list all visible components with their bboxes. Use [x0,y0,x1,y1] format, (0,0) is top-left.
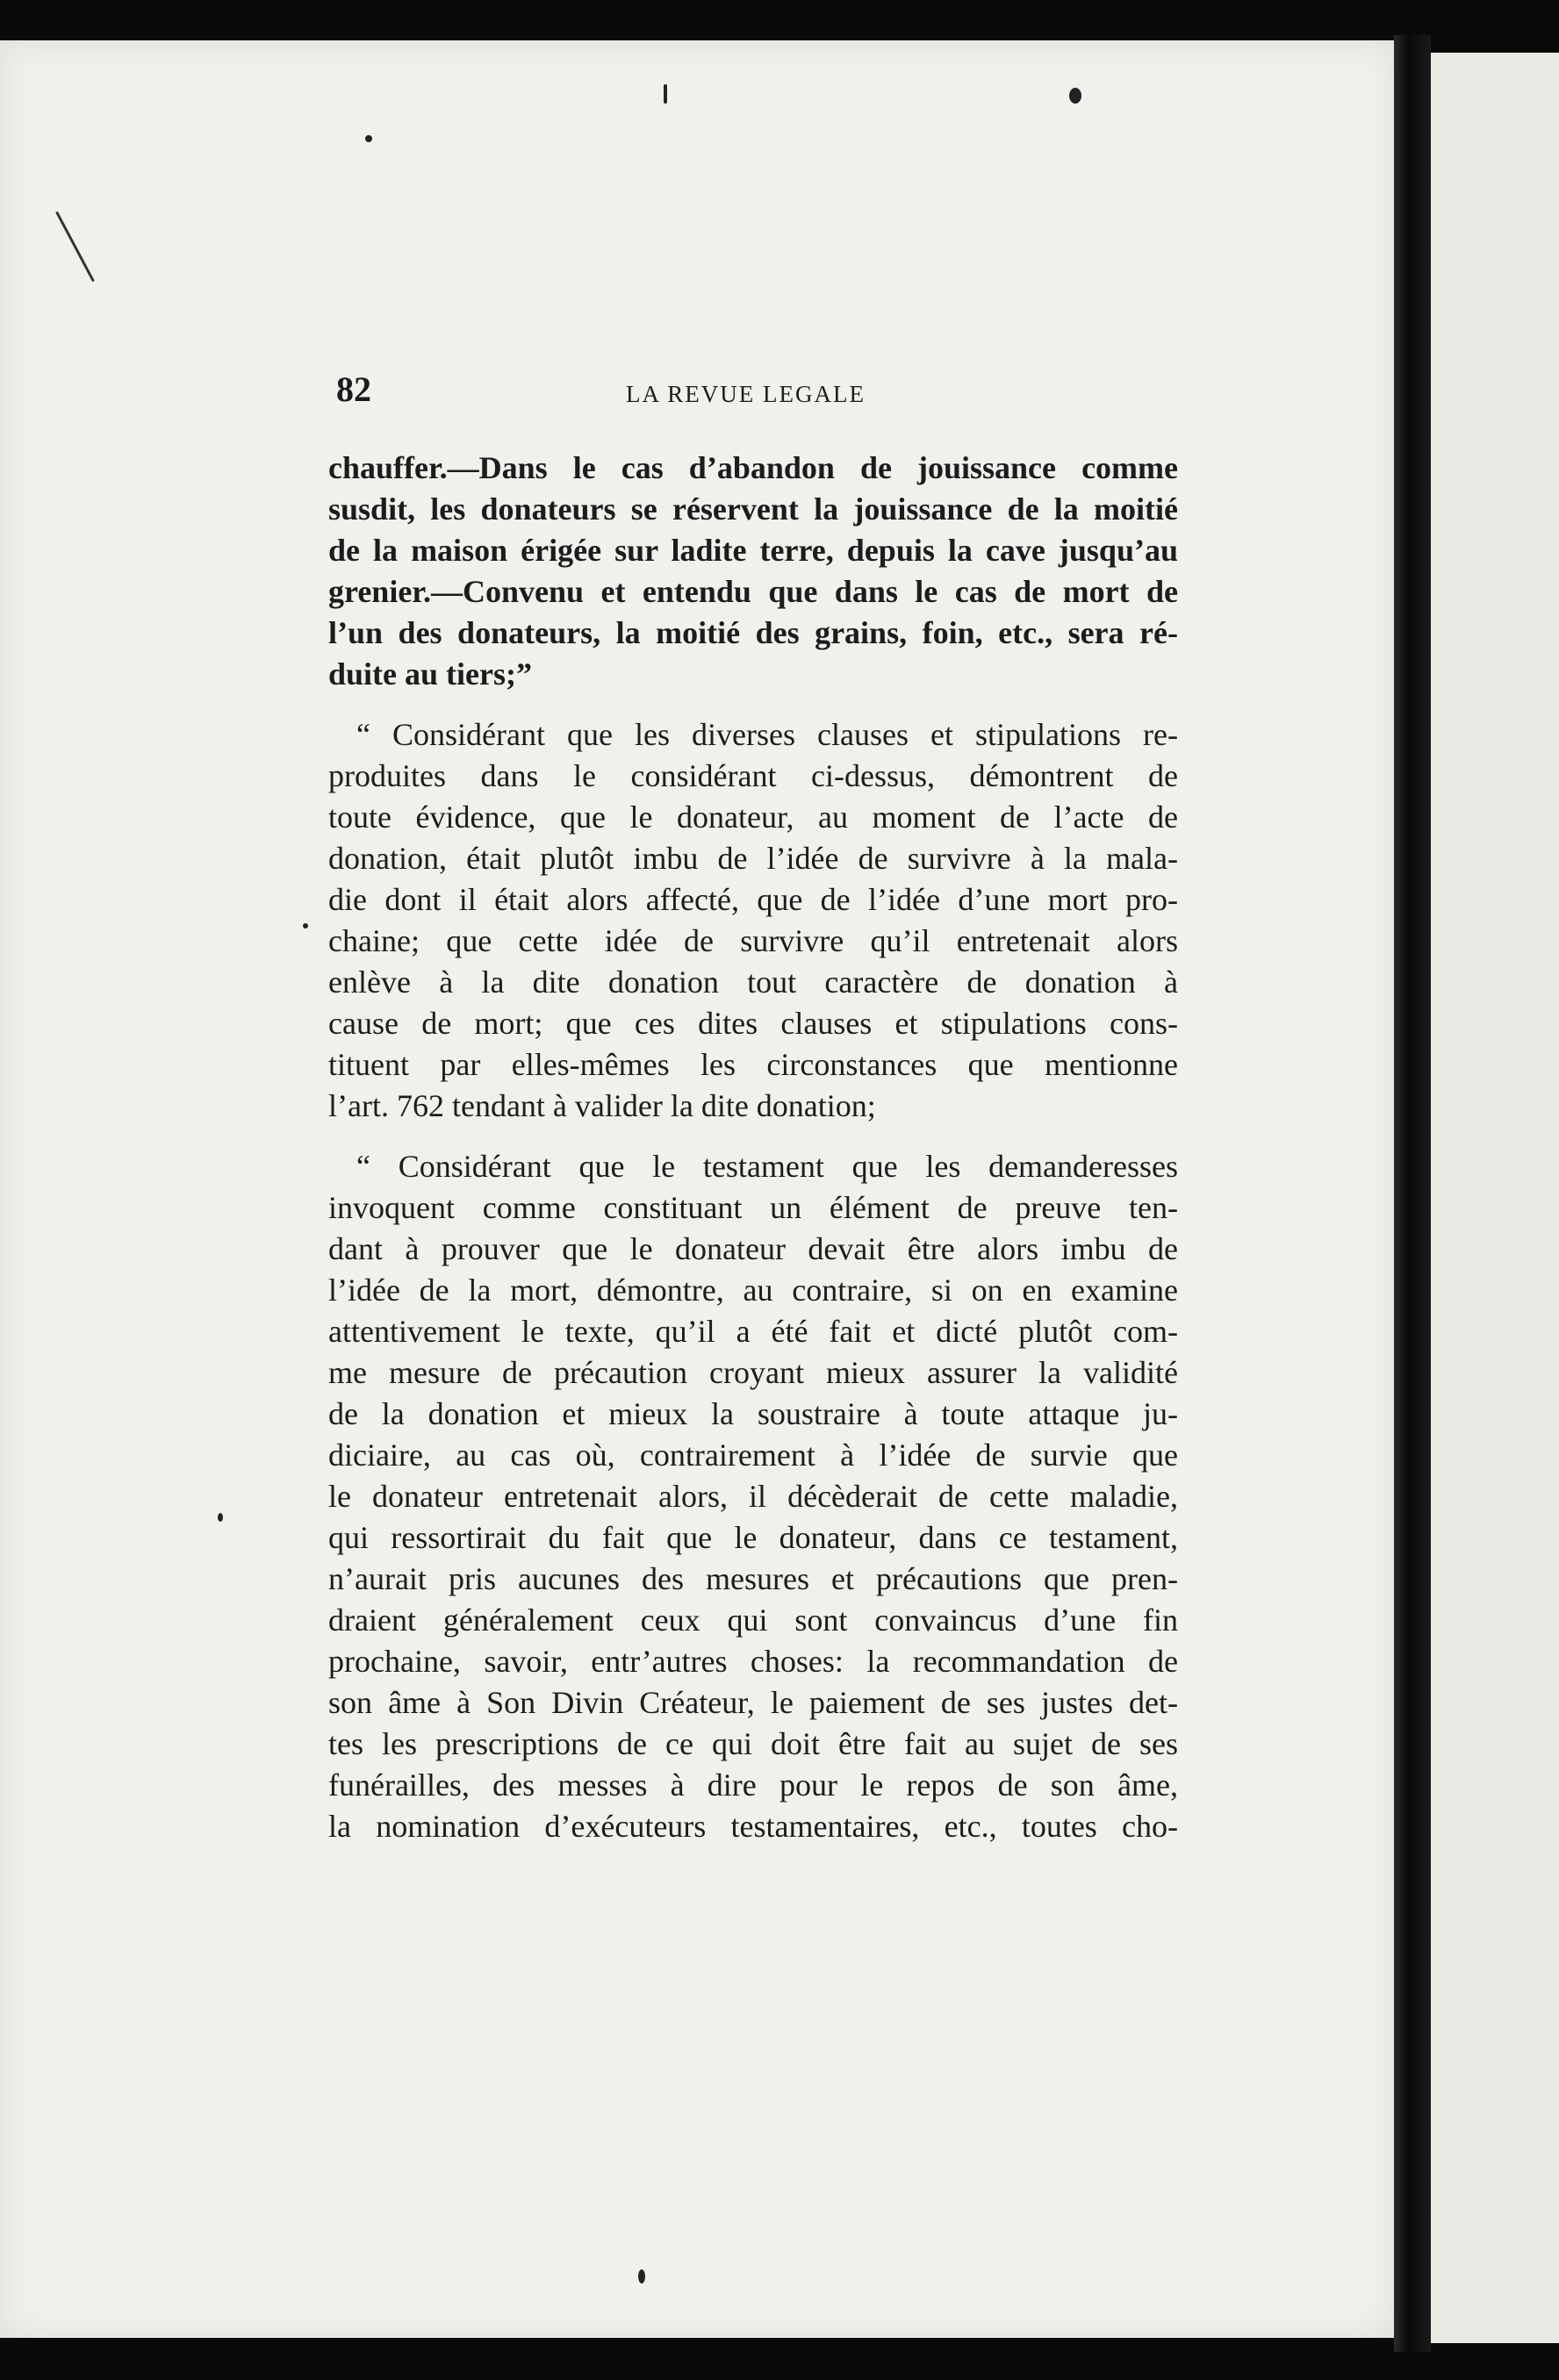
scan-speck [664,84,667,104]
text-line: invoquent comme constituant un élément de preuve ten- [328,1190,1178,1225]
paragraph-1 [328,448,1178,695]
text-line: tituent par elles-mêmes les circonstances que mentionne [328,1047,1178,1082]
text-line: me mesure de précaution croyant mieux assurer la validité [328,1355,1178,1390]
text-line: diciaire, au cas où, contrairement à l’idée de survie que [328,1437,1178,1473]
scan-speck [1069,88,1081,104]
text-line: produites dans le considérant ci-dessus, démontrent de [328,758,1178,793]
text-line: die dont il était alors affecté, que de l’idée d’une mort pro- [328,882,1178,917]
running-head: LA REVUE LEGALE [626,381,866,407]
text-line: donation, était plutôt imbu de l’idée de survivre à la mala- [328,841,1178,876]
text-line: prochaine, savoir, entr’autres choses: la recommandation de [328,1644,1178,1679]
scan-speck [218,1513,223,1522]
text-line: le donateur entretenait alors, il décèderait de cette maladie, [328,1479,1178,1514]
page-header [336,369,1179,421]
text-line: draient généralement ceux qui sont convaincus d’une fin [328,1602,1178,1638]
text-line: dant à prouver que le donateur devait être alors imbu de [328,1231,1178,1266]
text-line: duite au tiers;” [328,656,532,692]
text-line: enlève à la dite donation tout caractère de donation à [328,964,1178,1000]
page-number: 82 [336,369,371,409]
text-line: son âme à Son Divin Créateur, le paiement de ses justes det- [328,1685,1178,1720]
scan-speck [638,2269,645,2283]
scan-speck [55,211,95,283]
text-line: la nomination d’exécuteurs testamentaires, etc., toutes cho- [328,1809,1178,1844]
paragraph-3 [328,1146,1178,1847]
text-line: n’aurait pris aucunes des mesures et précautions que pren- [328,1561,1178,1596]
text-line: chauffer.—Dans le cas d’abandon de jouissance comme [328,450,1178,485]
scan-speck [365,135,372,142]
text-line: de la donation et mieux la soustraire à toute attaque ju- [328,1396,1178,1431]
text-line: chaine; que cette idée de survivre qu’il entretenait alors [328,923,1178,958]
page-gutter [1394,35,1431,2352]
paragraph-2 [328,714,1178,1127]
text-line: attentivement le texte, qu’il a été fait et dicté plutôt com- [328,1314,1178,1349]
text-line: susdit, les donateurs se réservent la jouissance de la moitié [328,491,1178,527]
text-line: cause de mort; que ces dites clauses et stipulations cons- [328,1006,1178,1041]
text-line: qui ressortirait du fait que le donateur, dans ce testament, [328,1520,1178,1555]
text-line: l’un des donateurs, la moitié des grains, foin, etc., sera ré- [328,615,1178,650]
text-line: toute évidence, que le donateur, au moment de l’acte de [328,799,1178,835]
text-line: “ Considérant que les diverses clauses et stipulations re- [356,717,1178,752]
text-line: l’idée de la mort, démontre, au contraire, si on en examine [328,1272,1178,1308]
text-line: l’art. 762 tendant à valider la dite donation; [328,1088,876,1123]
text-line: grenier.—Convenu et entendu que dans le cas de mort de [328,574,1178,609]
body-text [328,448,1178,1867]
adjacent-page-edge [1431,53,1559,2343]
text-line: de la maison érigée sur ladite terre, depuis la cave jusqu’au [328,533,1178,568]
text-line: “ Considérant que le testament que les demanderesses [356,1149,1178,1184]
text-line: funérailles, des messes à dire pour le repos de son âme, [328,1767,1178,1803]
scan-speck [303,923,308,928]
text-line: tes les prescriptions de ce qui doit être fait au sujet de ses [328,1726,1178,1761]
